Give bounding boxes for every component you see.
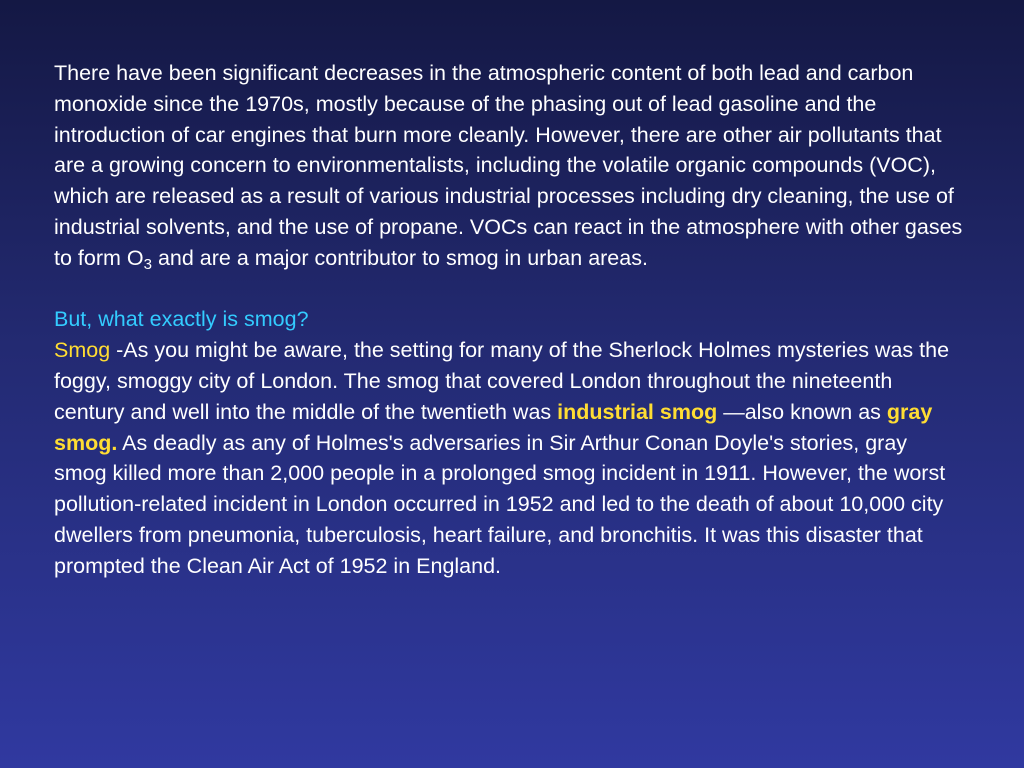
smog-text-part3: As deadly as any of Holmes's adversaries in Sir Arthur Conan Doyle's stories, gray smog killed more than 2,000 people in a prolonged smog incident in 1911. However, the worst pollution-related incident in London occurred in 1952 and led to the death of about 10,000 city dwellers from pneumonia, tuberculosis, heart failure, and bronchitis. It was this disaster that prompted the Clean Air Act of 1952 in England.: [54, 430, 946, 578]
smog-term: Smog: [54, 338, 111, 363]
intro-paragraph: [54, 58, 964, 274]
intro-text-part2: and are a major contributor to smog in urban areas.: [151, 245, 648, 270]
ozone-subscript: 3: [143, 255, 152, 273]
smog-question: But, what exactly is smog?: [54, 307, 309, 332]
smog-text-part2: —also known as: [717, 399, 887, 424]
smog-paragraph: [54, 335, 964, 581]
industrial-smog-term: industrial smog: [557, 399, 718, 424]
paragraph-spacer: [54, 274, 964, 305]
smog-text-part1: -As you might be aware, the setting for many of the Sherlock Holmes mysteries was the foggy, smoggy city of London. The smog that covered London throughout the nineteenth century and well into the middle of the twentieth was: [54, 338, 950, 424]
intro-text-part1: There have been significant decreases in the atmospheric content of both lead and carbon monoxide since the 1970s, mostly because of the phasing out of lead gasoline and the introduction of car engines that burn more cleanly. However, there are other air pollutants that are a growing concern to environmentalists, including the volatile organic compounds (VOC), which are released as a result of various industrial processes including dry cleaning, the use of industrial solvents, and the use of propane. VOCs can react in the atmosphere with other gases to form O: [54, 61, 963, 270]
slide-body: [54, 58, 964, 582]
gray-smog-term: gray smog.: [54, 399, 933, 455]
